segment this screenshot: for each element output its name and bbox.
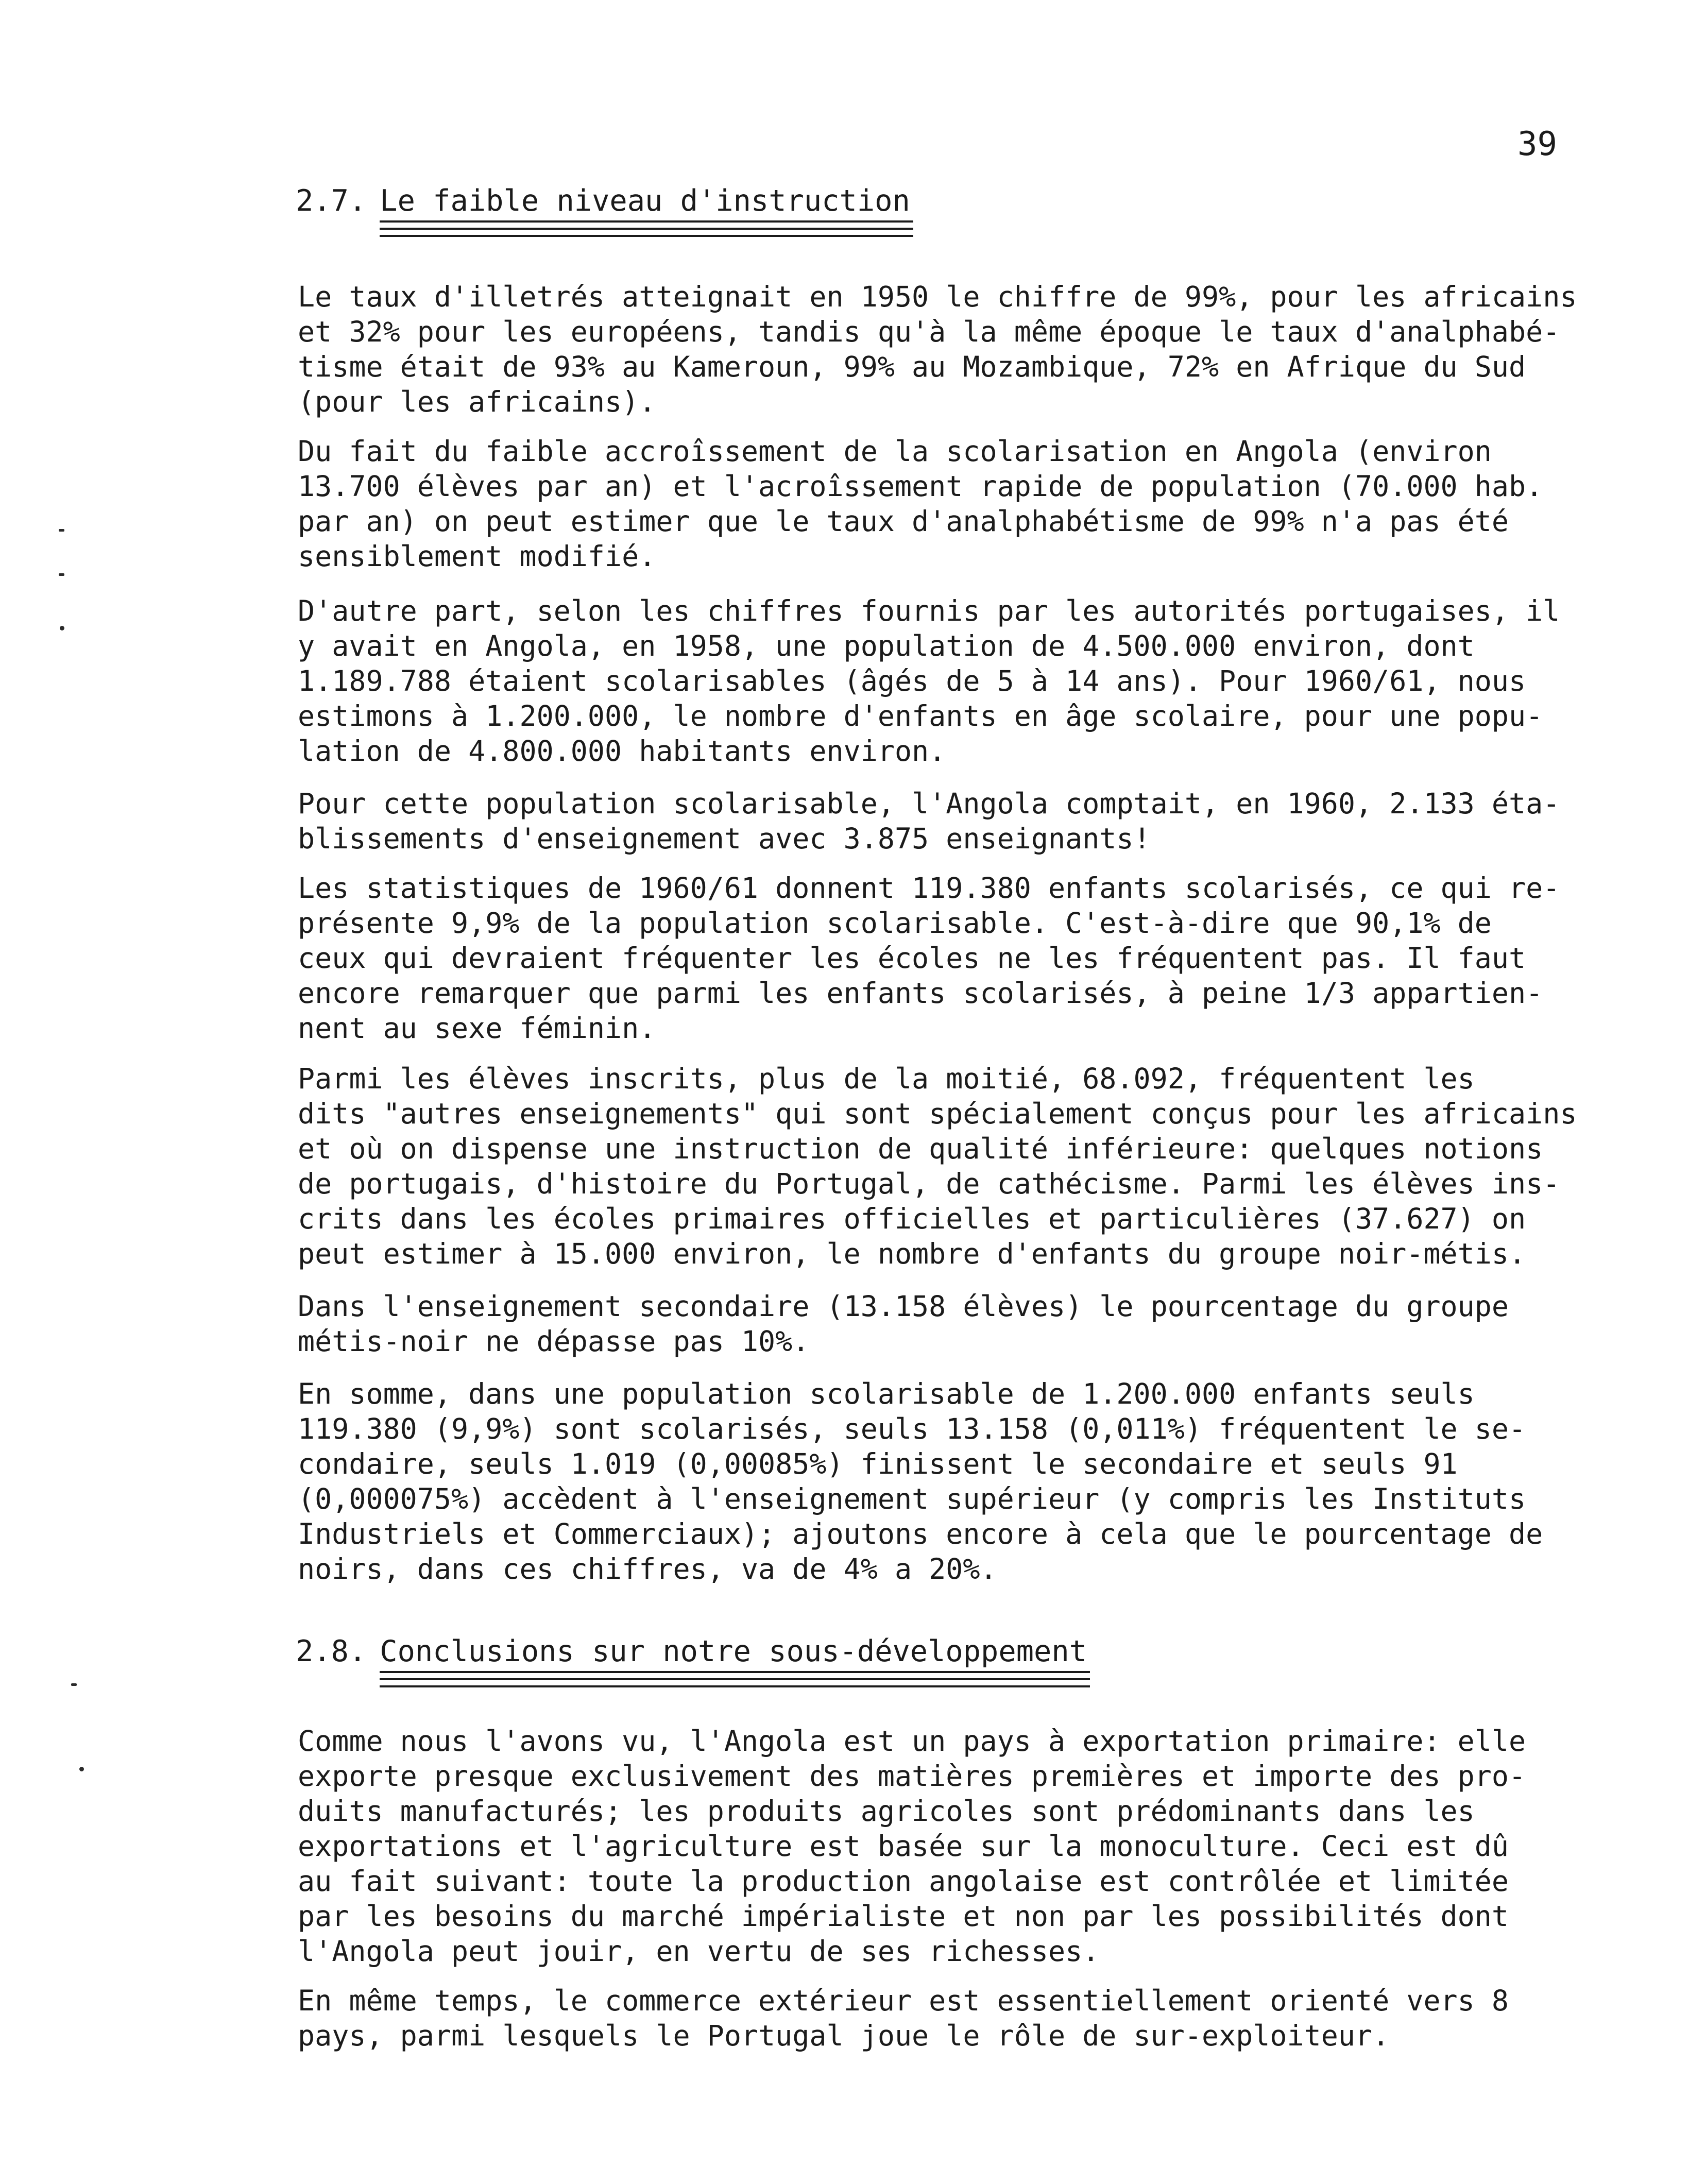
section-number: 2.8. <box>296 1634 367 1668</box>
text-line: 119.380 (9,9%) sont scolarisés, seuls 13.158 (0,011%) fréquentent le se- <box>298 1412 1526 1445</box>
text-line: sensiblement modifié. <box>298 540 656 573</box>
paragraph <box>298 1061 1575 1271</box>
section-heading-2-8 <box>296 1634 1087 1668</box>
text-line: par an) on peut estimer que le taux d'analphabétisme de 99% n'a pas été <box>298 505 1509 538</box>
text-line: nent au sexe féminin. <box>298 1012 656 1045</box>
text-line: Le taux d'illetrés atteignait en 1950 le chiffre de 99%, pour les africains <box>298 280 1577 313</box>
paragraph <box>298 434 1575 574</box>
paragraph <box>298 786 1575 856</box>
text-line: encore remarquer que parmi les enfants scolarisés, à peine 1/3 appartien- <box>298 977 1543 1010</box>
text-line: lation de 4.800.000 habitants environ. <box>298 735 946 767</box>
text-line: Les statistiques de 1960/61 donnent 119.380 enfants scolarisés, ce qui re- <box>298 872 1560 905</box>
section-title-text: Conclusions sur notre sous-développement <box>380 1634 1087 1668</box>
paragraph <box>298 1724 1575 1969</box>
section-title-text: Le faible niveau d'instruction <box>380 184 910 218</box>
text-line: au fait suivant: toute la production angolaise est contrôlée et limitée <box>298 1865 1509 1898</box>
section-title <box>380 186 910 216</box>
text-line: 1.189.788 étaient scolarisables (âgés de 5 à 14 ans). Pour 1960/61, nous <box>298 664 1526 697</box>
text-line: et 32% pour les européens, tandis qu'à la même époque le taux d'analphabé- <box>298 315 1560 348</box>
text-line: Dans l'enseignement secondaire (13.158 élèves) le pourcentage du groupe <box>298 1290 1509 1323</box>
text-line: Industriels et Commerciaux); ajoutons encore à cela que le pourcentage de <box>298 1517 1543 1550</box>
text-line: (pour les africains). <box>298 385 656 418</box>
text-line: par les besoins du marché impérialiste et non par les possibilités dont <box>298 1900 1509 1933</box>
text-line: ceux qui devraient fréquenter les écoles ne les fréquentent pas. Il faut <box>298 942 1526 975</box>
text-line: duits manufacturés; les produits agricoles sont prédominants dans les <box>298 1795 1475 1828</box>
text-line: blissements d'enseignement avec 3.875 enseignants! <box>298 822 1151 855</box>
page-number: 39 <box>1517 125 1558 163</box>
paragraph <box>298 593 1575 769</box>
paragraph <box>298 871 1575 1046</box>
text-line: Pour cette population scolarisable, l'Angola comptait, en 1960, 2.133 éta- <box>298 787 1560 820</box>
scan-mark <box>71 1683 77 1686</box>
heading-double-underline <box>380 1671 1090 1688</box>
text-line: crits dans les écoles primaires officielles et particulières (37.627) on <box>298 1202 1526 1235</box>
text-line: métis-noir ne dépasse pas 10%. <box>298 1325 810 1358</box>
scan-mark <box>60 626 64 630</box>
text-line: et où on dispense une instruction de qualité inférieure: quelques notions <box>298 1132 1543 1165</box>
text-line: estimons à 1.200.000, le nombre d'enfants en âge scolaire, pour une popu- <box>298 699 1543 732</box>
section-title <box>380 1634 1087 1668</box>
text-line: (0,000075%) accèdent à l'enseignement supérieur (y compris les Instituts <box>298 1482 1526 1515</box>
text-line: Comme nous l'avons vu, l'Angola est un pays à exportation primaire: elle <box>298 1725 1526 1758</box>
paragraph <box>298 1289 1575 1359</box>
paragraph <box>298 1376 1575 1586</box>
text-line: y avait en Angola, en 1958, une population de 4.500.000 environ, dont <box>298 629 1475 662</box>
text-line: Parmi les élèves inscrits, plus de la moitié, 68.092, fréquentent les <box>298 1062 1475 1095</box>
text-line: Du fait du faible accroîssement de la scolarisation en Angola (environ <box>298 435 1492 468</box>
text-line: présente 9,9% de la population scolarisable. C'est-à-dire que 90,1% de <box>298 907 1492 940</box>
text-line: D'autre part, selon les chiffres fournis par les autorités portugaises, il <box>298 594 1560 627</box>
paragraph <box>298 279 1575 419</box>
text-line: l'Angola peut jouir, en vertu de ses richesses. <box>298 1935 1100 1968</box>
scan-mark <box>79 1767 84 1771</box>
text-line: peut estimer à 15.000 environ, le nombre d'enfants du groupe noir-métis. <box>298 1237 1526 1270</box>
text-line: condaire, seuls 1.019 (0,00085%) finissent le secondaire et seuls 91 <box>298 1447 1458 1480</box>
paragraph <box>298 1983 1575 2053</box>
text-line: 13.700 élèves par an) et l'acroîssement rapide de population (70.000 hab. <box>298 470 1543 503</box>
scan-mark <box>59 529 64 532</box>
heading-double-underline <box>380 220 913 238</box>
text-line: tisme était de 93% au Kameroun, 99% au Mozambique, 72% en Afrique du Sud <box>298 350 1526 383</box>
text-line: exportations et l'agriculture est basée sur la monoculture. Ceci est dû <box>298 1830 1509 1863</box>
text-line: dits "autres enseignements" qui sont spécialement conçus pour les africains <box>298 1097 1577 1130</box>
text-line: En même temps, le commerce extérieur est essentiellement orienté vers 8 <box>298 1984 1509 2017</box>
section-heading-2-7 <box>296 186 910 216</box>
section-number: 2.7. <box>296 184 367 218</box>
text-line: noirs, dans ces chiffres, va de 4% a 20%. <box>298 1552 997 1585</box>
text-line: de portugais, d'histoire du Portugal, de cathécisme. Parmi les élèves ins- <box>298 1167 1560 1200</box>
scan-mark <box>59 573 64 576</box>
text-line: exporte presque exclusivement des matières premières et importe des pro- <box>298 1760 1526 1793</box>
text-line: pays, parmi lesquels le Portugal joue le rôle de sur-exploiteur. <box>298 2019 1390 2052</box>
text-line: En somme, dans une population scolarisable de 1.200.000 enfants seuls <box>298 1377 1475 1410</box>
